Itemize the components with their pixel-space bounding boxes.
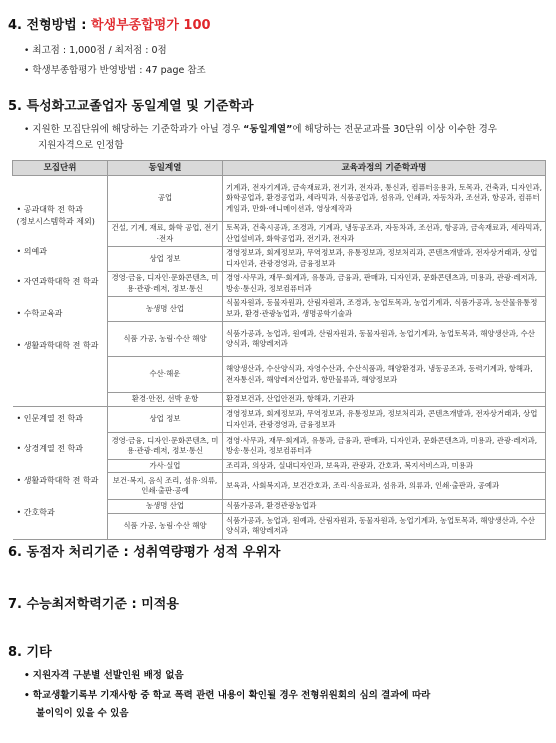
header-unit: 모집단위 [13, 161, 108, 176]
field-cell: 공업 [108, 176, 223, 222]
field-cell: 상업 정보 [108, 407, 223, 433]
bullet-bold: “동일계열” [243, 124, 293, 135]
section-4-prefix: 4. 전형방법 : [8, 18, 91, 33]
unit-item: • 생활과학대학 전 학과 [16, 341, 99, 350]
section-6-heading: 6. 동점자 처리기준 : 성취역량평가 성적 우위자 [8, 545, 281, 560]
unit-item: • 수학교육과 [16, 309, 63, 318]
bullet-text: 최고점 : 1,000점 / 최저점 : 0점 [32, 45, 167, 56]
dept-cell: 식품가공과, 농업과, 원예과, 산림자원과, 동물자원과, 농업기계과, 농업토목과, 해양생산과, 수산양식과, 해양레저과 [223, 321, 546, 356]
bullet-school-violence: • 학교생활기록부 기재사항 중 학교 폭력 관련 내용이 확인될 경우 전형위원회의 심의 결과에 따라 [24, 690, 431, 701]
field-cell: 식품 가공, 농림·수산 해양 [108, 321, 223, 356]
bullet-eligibility-line2: 지원자격으로 인정함 [38, 140, 124, 151]
unit-group-1 [13, 176, 108, 407]
unit-item: • 의예과 [16, 247, 47, 256]
unit-item: • 공과대학 전 학과 [16, 205, 83, 214]
dept-cell: 경영정보과, 회계정보과, 무역정보과, 유통정보과, 정보처리과, 콘텐츠개발과, 전자상거래과, 상업디자인과, 관광경영과, 금융정보과 [223, 246, 546, 271]
unit-item: • 인문계열 전 학과 [16, 414, 83, 423]
dept-cell: 보육과, 사회복지과, 보건간호과, 조리·식음료과, 섬유과, 의류과, 인쇄·출판과, 공예과 [223, 473, 546, 499]
section-4-heading [8, 14, 211, 33]
dept-cell: 경영정보과, 회계정보과, 무역정보과, 유통정보과, 정보처리과, 콘텐츠개발과, 전자상거래과, 상업디자인과, 관광경영과, 금융정보과 [223, 407, 546, 433]
bullet-text: 지원한 모집단위에 해당하는 기준학과가 아닐 경우 [32, 124, 244, 135]
dept-cell: 경영·사무과, 재무·회계과, 유통과, 금융과, 판매과, 디자인과, 문화콘텐츠과, 미용과, 관광·레저과, 방송·통신과, 정보컴퓨터과 [223, 433, 546, 459]
section-7-heading: 7. 수능최저학력기준 : 미적용 [8, 597, 179, 612]
dept-cell: 식품가공과, 환경관광농업과 [223, 499, 546, 513]
dept-cell: 기계과, 전자기계과, 금속재료과, 전기과, 전자과, 통신과, 컴퓨터응용과, 토목과, 건축과, 디자인과, 화학공업과, 환경공업과, 세라믹과, 식품공업과, 섬유과, 인쇄과, 자동차과, 조선과, 항공과, 컴퓨터게임과, 만화·애니메이션과, 영상제작과 [223, 176, 546, 222]
field-cell: 건설, 기계, 재료, 화학 공업, 전기·전자 [108, 221, 223, 246]
section-5-heading: 5. 특성화고교졸업자 동일계열 및 기준학과 [8, 99, 254, 114]
table-row [13, 407, 546, 433]
unit-item: (정보시스템학과 제외) [16, 217, 95, 226]
criteria-table [12, 160, 546, 540]
dept-cell: 조리과, 의상과, 실내디자인과, 보육과, 관광과, 간호과, 복지서비스과, 미용과 [223, 459, 546, 473]
dept-cell: 경영·사무과, 재무·회계과, 유통과, 금융과, 판매과, 디자인과, 문화콘텐츠과, 미용과, 관광·레저과, 방송·통신과, 정보컴퓨터과 [223, 271, 546, 296]
section-4-highlight: 학생부종합평가 100 [91, 18, 211, 33]
field-cell: 상업 정보 [108, 246, 223, 271]
field-cell: 식품 가공, 농림·수산 해양 [108, 513, 223, 539]
field-cell: 수산·해운 [108, 357, 223, 392]
bullet-text: 학생부종합평가 반영방법 : 47 page 참조 [32, 65, 206, 76]
unit-item: • 생활과학대학 전 학과 [16, 476, 99, 485]
unit-group-2 [13, 407, 108, 540]
table-header-row [13, 161, 546, 176]
field-cell: 농생명 산업 [108, 499, 223, 513]
bullet-no-allocation: • 지원자격 구분별 선발인원 배정 없음 [24, 670, 184, 681]
bullet-eligibility: • 지원한 모집단위에 해당하는 기준학과가 아닐 경우 “동일계열”에 해당하는 전문교과를 30단위 이상 이수한 경우 [24, 124, 497, 135]
unit-item: • 간호학과 [16, 508, 55, 517]
field-cell: 농생명 산업 [108, 296, 223, 321]
unit-item: • 자연과학대학 전 학과 [16, 277, 99, 286]
bullet-text: 학교생활기록부 기재사항 중 학교 폭력 관련 내용이 확인될 경우 전형위원회의 심의 결과에 따라 [32, 690, 431, 701]
dept-cell: 환경보건과, 산업안전과, 항해과, 기관과 [223, 392, 546, 406]
field-cell: 경영·금융, 디자인·문화콘텐츠, 미용·관광·레저, 정보·통신 [108, 433, 223, 459]
dept-cell: 식물자원과, 동물자원과, 산림자원과, 조경과, 농업토목과, 농업기계과, 식품가공과, 농산물유통정보과, 환경·관광농업과, 생명공학기술과 [223, 296, 546, 321]
header-field: 동일계열 [108, 161, 223, 176]
dept-cell: 식품가공과, 농업과, 원예과, 산림자원과, 동물자원과, 농업기계과, 농업토목과, 해양생산과, 수산양식과, 해양레저과 [223, 513, 546, 539]
header-dept: 교육과정의 기준학과명 [223, 161, 546, 176]
bullet-max-min: • 최고점 : 1,000점 / 최저점 : 0점 [24, 45, 167, 56]
field-cell: 가사·실업 [108, 459, 223, 473]
field-cell: 보건·복지, 음식 조리, 섬유·의류, 인쇄·출판·공예 [108, 473, 223, 499]
field-cell: 환경·안전, 선박 운항 [108, 392, 223, 406]
dept-cell: 토목과, 건축시공과, 조경과, 기계과, 냉동공조과, 자동차과, 조선과, 항공과, 금속재료과, 세라믹과, 산업설비과, 화학공업과, 전기과, 전자과 [223, 221, 546, 246]
table-row [13, 176, 546, 222]
section-8-heading: 8. 기타 [8, 645, 52, 660]
dept-cell: 해양생산과, 수산양식과, 자영수산과, 수산식품과, 해양환경과, 냉동공조과, 동력기계과, 항해과, 전자통신과, 해양레저산업과, 항만물류과, 해양정보과 [223, 357, 546, 392]
unit-item: • 상경계열 전 학과 [16, 444, 83, 453]
bullet-text: 에 해당하는 전문교과를 30단위 이상 이수한 경우 [292, 124, 497, 135]
bullet-method: • 학생부종합평가 반영방법 : 47 page 참조 [24, 65, 206, 76]
bullet-text: 지원자격 구분별 선발인원 배정 없음 [32, 670, 184, 681]
bullet-school-violence-line2: 불이익이 있을 수 있음 [36, 708, 129, 719]
field-cell: 경영·금융, 디자인·문화콘텐츠, 미용·관광·레저, 정보·통신 [108, 271, 223, 296]
